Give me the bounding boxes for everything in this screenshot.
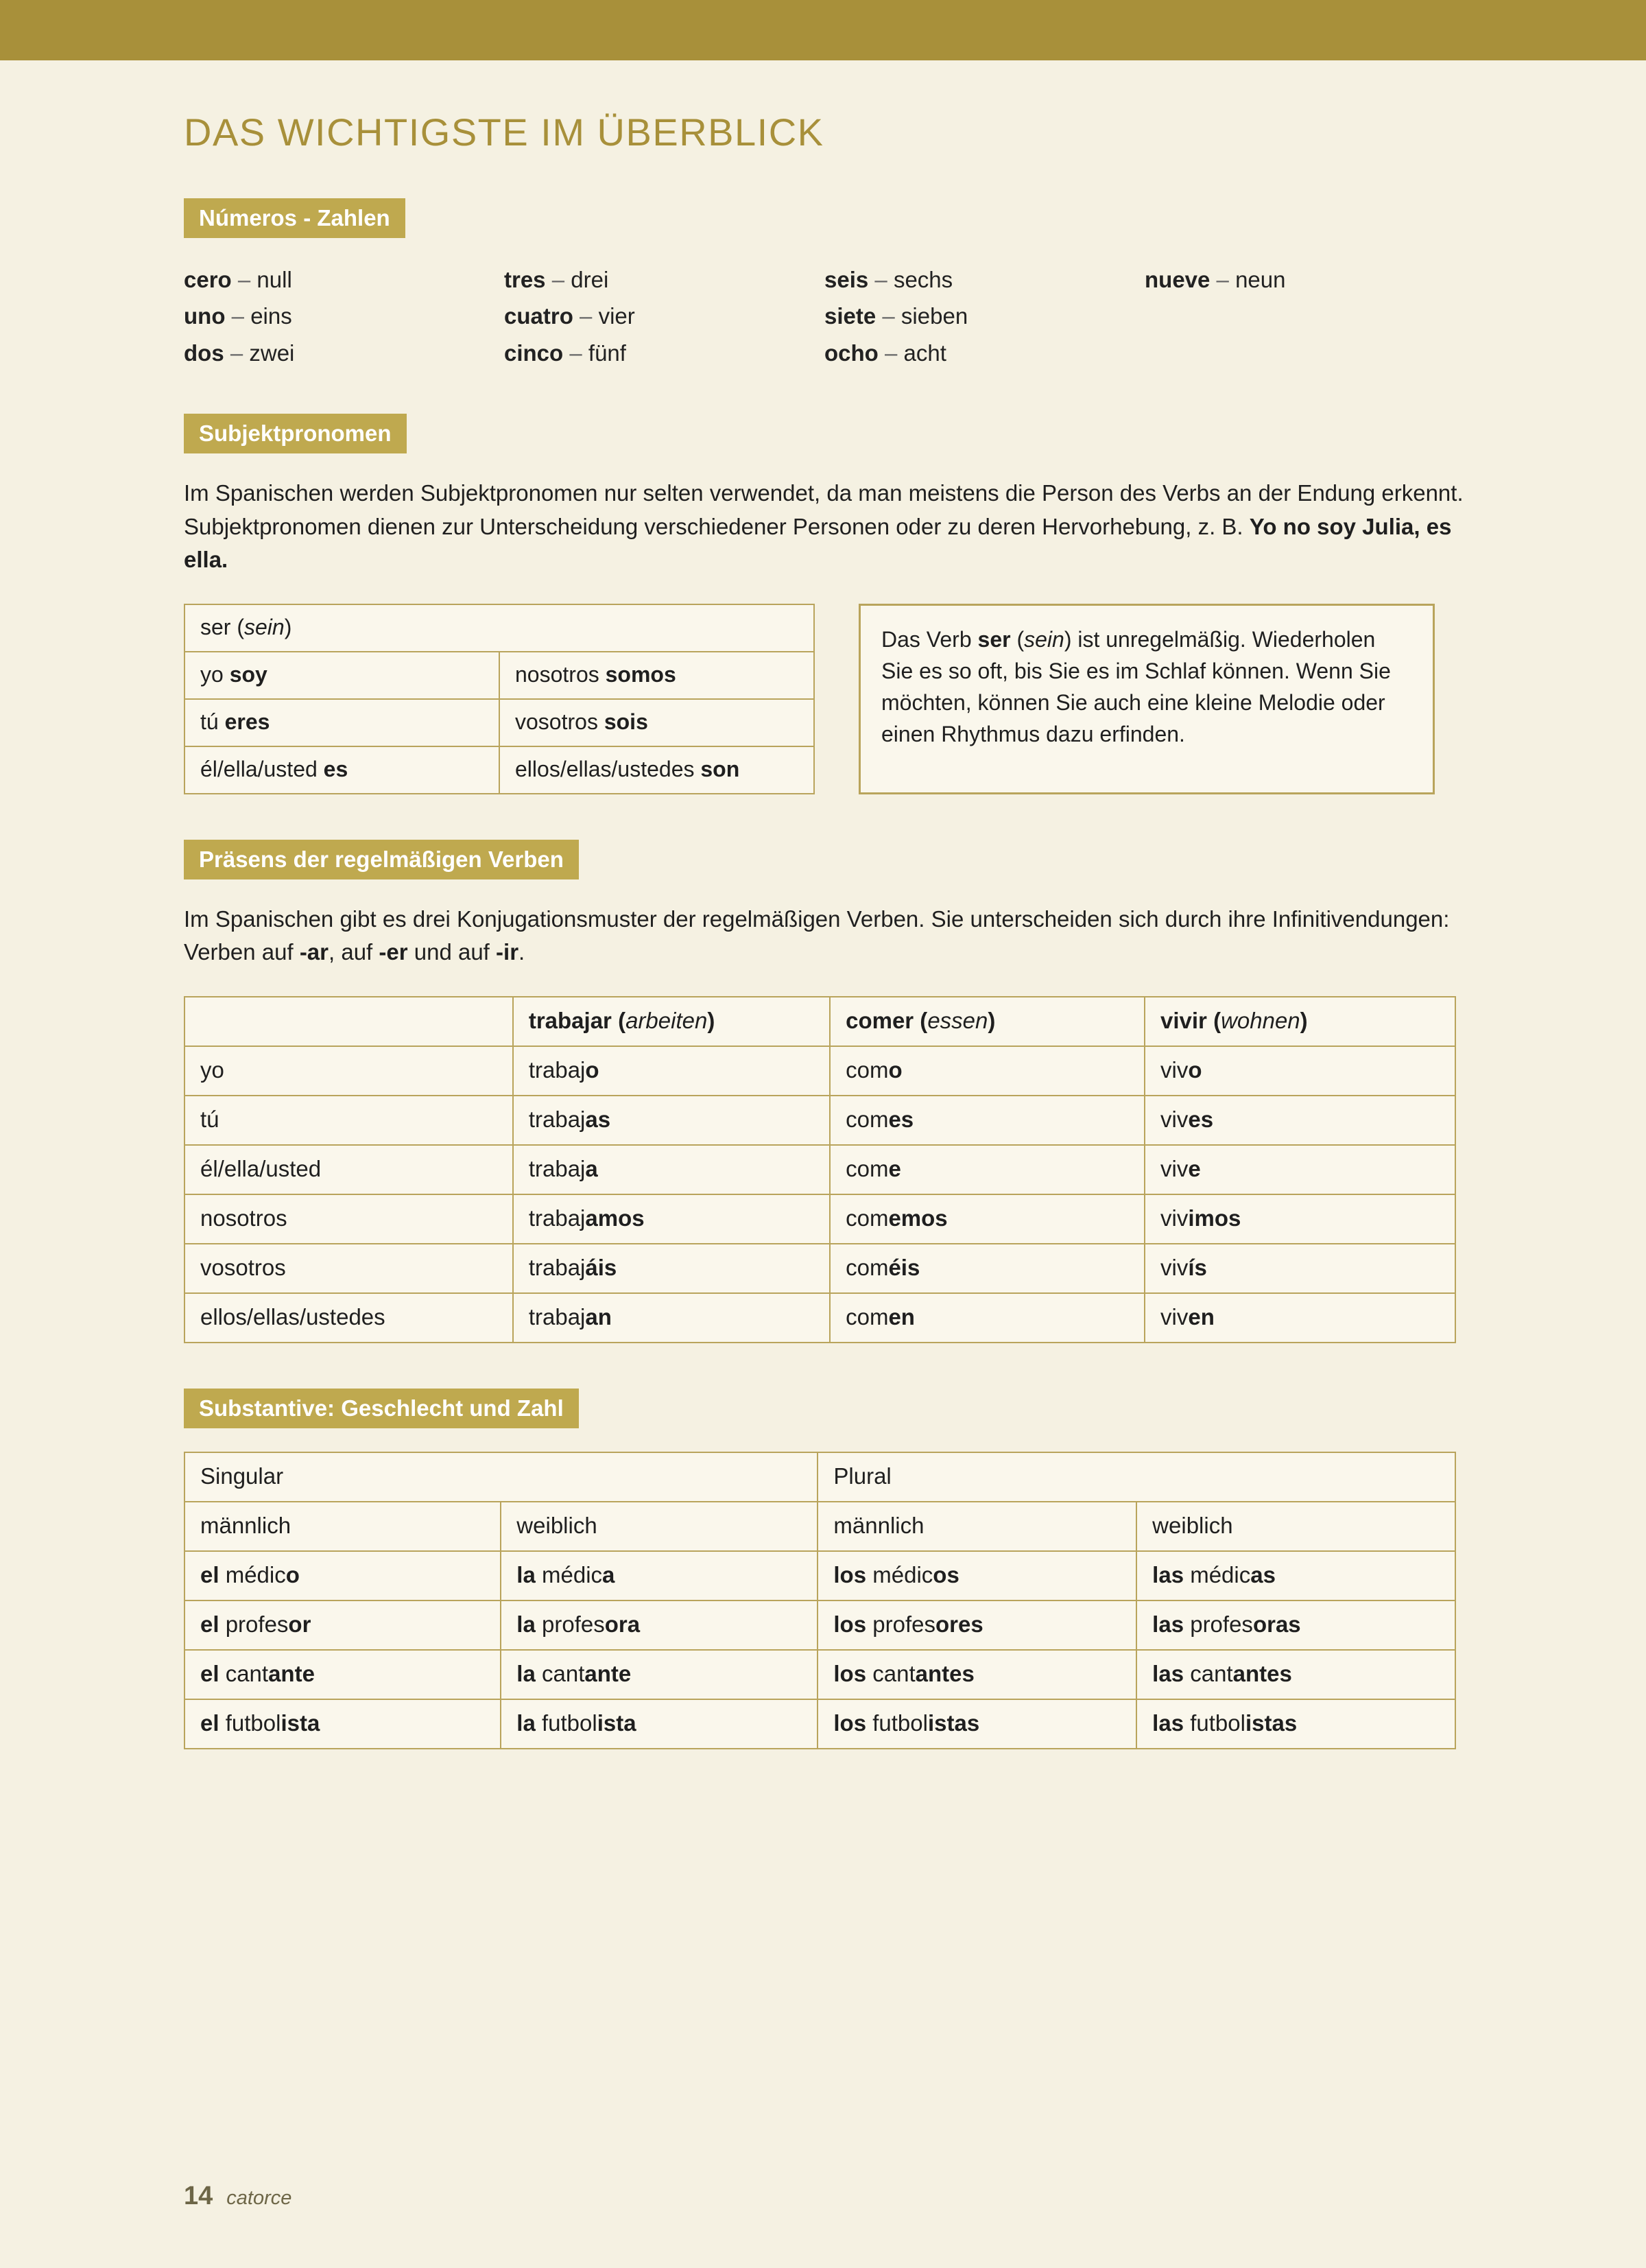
verb-ending: an bbox=[585, 1304, 612, 1330]
section-substantive bbox=[184, 1389, 1465, 1749]
verb-ending: as bbox=[585, 1107, 611, 1133]
page-number: 14 bbox=[184, 2182, 213, 2210]
noun-stem: cant bbox=[1184, 1661, 1233, 1687]
noun-article: el bbox=[200, 1611, 219, 1638]
noun-stem: cant bbox=[535, 1661, 585, 1687]
noun-stem: futbol bbox=[535, 1710, 597, 1736]
noun-ending: ista bbox=[281, 1710, 320, 1736]
verb-ending: áis bbox=[585, 1255, 617, 1281]
noun-ending: as bbox=[1250, 1562, 1276, 1588]
noun-stem: profes bbox=[535, 1611, 605, 1638]
verb-stem: viv bbox=[1160, 1304, 1189, 1330]
noun-stem: médic bbox=[866, 1562, 933, 1588]
numbers-grid bbox=[184, 261, 1465, 371]
number-es: cero bbox=[184, 267, 232, 292]
verb-form-cell bbox=[513, 1194, 830, 1244]
ser-cell bbox=[184, 746, 499, 794]
section-numeros bbox=[184, 198, 1465, 371]
number-de: drei bbox=[571, 267, 609, 292]
number-dash: – bbox=[563, 340, 588, 366]
number-de: eins bbox=[250, 303, 292, 329]
noun-stem: futbol bbox=[1184, 1710, 1245, 1736]
verb-form-cell bbox=[830, 1244, 1145, 1293]
number-es: siete bbox=[824, 303, 876, 329]
verb-ending: o bbox=[1188, 1057, 1202, 1083]
noun-ending: os bbox=[933, 1562, 959, 1588]
noun-ending: istas bbox=[1245, 1710, 1298, 1736]
page-content bbox=[184, 110, 1465, 1749]
table-row bbox=[184, 1046, 1455, 1096]
verb-stem: trabaj bbox=[528, 1107, 586, 1133]
number-dash: – bbox=[225, 303, 251, 329]
present-intro-paragraph bbox=[184, 903, 1465, 969]
verb-ending: en bbox=[1188, 1304, 1215, 1330]
page-footer bbox=[184, 2182, 291, 2211]
page-title: DAS WICHTIGSTE IM ÜBERBLICK bbox=[184, 110, 824, 154]
number-de: zwei bbox=[249, 340, 295, 366]
verb-stem: com bbox=[846, 1255, 889, 1281]
verb-form-cell bbox=[513, 1244, 830, 1293]
verb-column-header bbox=[1145, 997, 1455, 1046]
pronouns-intro-paragraph bbox=[184, 477, 1465, 576]
note-text-1: Das Verb bbox=[881, 626, 978, 652]
verb-form-cell bbox=[513, 1145, 830, 1194]
table-row bbox=[184, 652, 814, 699]
table-row bbox=[184, 1244, 1455, 1293]
noun-cell bbox=[501, 1600, 818, 1650]
verb-stem: viv bbox=[1160, 1205, 1189, 1231]
noun-article: los bbox=[833, 1611, 867, 1638]
ser-cell bbox=[184, 699, 499, 746]
table-row bbox=[184, 1194, 1455, 1244]
noun-cell bbox=[1136, 1650, 1455, 1699]
verb-stem: viv bbox=[1160, 1255, 1189, 1281]
verb-stem: trabaj bbox=[528, 1205, 586, 1231]
noun-cell bbox=[818, 1650, 1136, 1699]
noun-cell bbox=[184, 1650, 501, 1699]
noun-ending: ante bbox=[584, 1661, 632, 1687]
verb-ending: e bbox=[1188, 1156, 1201, 1182]
section-heading-subjektpronomen: Subjektpronomen bbox=[184, 414, 407, 453]
number-de: acht bbox=[903, 340, 946, 366]
verb-ending: o bbox=[585, 1057, 599, 1083]
noun-ending: oras bbox=[1252, 1611, 1301, 1638]
table-row bbox=[184, 1096, 1455, 1145]
ser-infinitive: ser ( bbox=[200, 614, 244, 639]
noun-cell bbox=[501, 1551, 818, 1600]
noun-article: las bbox=[1152, 1710, 1184, 1736]
noun-ending: or bbox=[288, 1611, 311, 1638]
ser-paren-close: ) bbox=[284, 614, 292, 639]
noun-stem: profes bbox=[1184, 1611, 1253, 1638]
number-dash: – bbox=[878, 340, 904, 366]
table-row bbox=[184, 604, 814, 652]
noun-article: las bbox=[1152, 1661, 1184, 1687]
noun-article: la bbox=[516, 1710, 536, 1736]
table-row bbox=[184, 1293, 1455, 1343]
ser-translation: sein bbox=[244, 614, 285, 639]
number-de: fünf bbox=[588, 340, 626, 366]
verb-stem: com bbox=[846, 1107, 889, 1133]
verb-ending: e bbox=[888, 1156, 901, 1182]
noun-article: las bbox=[1152, 1611, 1184, 1638]
verb-stem: com bbox=[846, 1156, 889, 1182]
number-es: cuatro bbox=[504, 303, 573, 329]
noun-ending: ora bbox=[604, 1611, 641, 1638]
verb-form-cell bbox=[830, 1293, 1145, 1343]
noun-ending: antes bbox=[1232, 1661, 1292, 1687]
verb-table-corner-cell bbox=[184, 997, 513, 1046]
noun-ending: istas bbox=[927, 1710, 980, 1736]
noun-ending: a bbox=[602, 1562, 615, 1588]
verb-form-cell bbox=[1145, 1244, 1455, 1293]
noun-article: los bbox=[833, 1710, 867, 1736]
nouns-group-header-plural: Plural bbox=[818, 1452, 1455, 1502]
number-es: cinco bbox=[504, 340, 564, 366]
noun-cell bbox=[184, 1600, 501, 1650]
noun-cell bbox=[818, 1600, 1136, 1650]
ser-form: es bbox=[323, 756, 348, 781]
verb-stem: com bbox=[846, 1205, 889, 1231]
noun-stem: médic bbox=[535, 1562, 603, 1588]
present-intro-text-1: Im Spanischen gibt es drei Konjugationsmuster der regelmäßigen Verben. Sie unterscheiden sich durch ihre Infinitivendungen: Verben auf bbox=[184, 906, 1450, 965]
verb-form-cell bbox=[830, 1096, 1145, 1145]
verb-form-cell bbox=[1145, 1096, 1455, 1145]
verb-translation: arbeiten bbox=[625, 1008, 708, 1034]
number-entry bbox=[824, 261, 1145, 298]
nouns-subheader: weiblich bbox=[501, 1502, 818, 1551]
noun-article: el bbox=[200, 1562, 219, 1588]
number-entry bbox=[184, 298, 504, 334]
verb-ending: éis bbox=[888, 1255, 920, 1281]
table-row bbox=[184, 746, 814, 794]
number-es: seis bbox=[824, 267, 869, 292]
noun-cell bbox=[1136, 1699, 1455, 1749]
number-entry bbox=[504, 335, 824, 371]
noun-stem: futbol bbox=[866, 1710, 928, 1736]
page-number-word: catorce bbox=[226, 2187, 292, 2209]
noun-article: la bbox=[516, 1562, 536, 1588]
verb-infinitive: trabajar ( bbox=[528, 1008, 626, 1034]
verb-ending: emos bbox=[888, 1205, 948, 1231]
number-dash: – bbox=[1210, 267, 1236, 292]
table-row bbox=[184, 1502, 1455, 1551]
note-text-2: ( bbox=[1010, 626, 1025, 652]
ser-row bbox=[184, 604, 1465, 794]
noun-article: la bbox=[516, 1661, 536, 1687]
section-heading-substantive: Substantive: Geschlecht und Zahl bbox=[184, 1389, 579, 1428]
number-de: null bbox=[257, 267, 292, 292]
number-de: vier bbox=[598, 303, 635, 329]
noun-stem: futbol bbox=[219, 1710, 281, 1736]
noun-ending: ores bbox=[935, 1611, 983, 1638]
verb-paren: ) bbox=[1300, 1008, 1308, 1034]
verb-pronoun-cell: ellos/ellas/ustedes bbox=[184, 1293, 513, 1343]
number-de: neun bbox=[1235, 267, 1286, 292]
table-row bbox=[184, 1650, 1455, 1699]
noun-ending: o bbox=[285, 1562, 300, 1588]
noun-article: la bbox=[516, 1611, 536, 1638]
noun-stem: profes bbox=[219, 1611, 289, 1638]
table-row bbox=[184, 997, 1455, 1046]
note-verb: ser bbox=[977, 626, 1011, 652]
ser-form: somos bbox=[605, 661, 676, 687]
table-row bbox=[184, 699, 814, 746]
numbers-column bbox=[1145, 261, 1465, 371]
verb-infinitive: vivir ( bbox=[1160, 1008, 1221, 1034]
ser-table-header-cell bbox=[184, 604, 814, 652]
verb-form-cell bbox=[1145, 1194, 1455, 1244]
verb-ending: en bbox=[888, 1304, 915, 1330]
ser-cell bbox=[499, 746, 814, 794]
ser-pronoun: tú bbox=[200, 709, 225, 734]
table-row bbox=[184, 1452, 1455, 1502]
noun-ending: ante bbox=[268, 1661, 315, 1687]
verb-ending: o bbox=[888, 1057, 903, 1083]
noun-article: los bbox=[833, 1661, 867, 1687]
verb-infinitive: comer ( bbox=[846, 1008, 928, 1034]
number-entry bbox=[504, 261, 824, 298]
number-dash: – bbox=[876, 303, 901, 329]
verb-stem: trabaj bbox=[528, 1156, 586, 1182]
nouns-subheader: männlich bbox=[818, 1502, 1136, 1551]
verb-stem: viv bbox=[1160, 1156, 1189, 1182]
noun-cell bbox=[501, 1699, 818, 1749]
nouns-subheader: männlich bbox=[184, 1502, 501, 1551]
verb-translation: essen bbox=[927, 1008, 988, 1034]
number-entry bbox=[184, 261, 504, 298]
verb-ending: es bbox=[1188, 1107, 1214, 1133]
pronouns-intro-example: Yo no soy Julia, es ella. bbox=[184, 513, 1452, 572]
noun-article: el bbox=[200, 1710, 219, 1736]
verb-stem: viv bbox=[1160, 1107, 1189, 1133]
numbers-column bbox=[824, 261, 1145, 371]
table-row bbox=[184, 1699, 1455, 1749]
verb-paren: ) bbox=[988, 1008, 996, 1034]
number-es: dos bbox=[184, 340, 224, 366]
noun-stem: profes bbox=[866, 1611, 935, 1638]
verb-stem: viv bbox=[1160, 1057, 1189, 1083]
noun-article: los bbox=[833, 1562, 867, 1588]
noun-article: el bbox=[200, 1661, 219, 1687]
verb-paren: ) bbox=[707, 1008, 715, 1034]
number-de: sieben bbox=[900, 303, 968, 329]
ser-pronoun: él/ella/usted bbox=[200, 756, 324, 781]
section-subjektpronomen bbox=[184, 414, 1465, 794]
verb-pronoun-cell: él/ella/usted bbox=[184, 1145, 513, 1194]
table-row bbox=[184, 1145, 1455, 1194]
ser-cell bbox=[499, 652, 814, 699]
verb-form-cell bbox=[513, 1293, 830, 1343]
number-entry bbox=[184, 335, 504, 371]
noun-cell bbox=[1136, 1551, 1455, 1600]
noun-cell bbox=[818, 1699, 1136, 1749]
ser-pronoun: vosotros bbox=[515, 709, 604, 734]
number-es: tres bbox=[504, 267, 546, 292]
section-praesens bbox=[184, 840, 1465, 1343]
ser-cell bbox=[184, 652, 499, 699]
noun-cell bbox=[1136, 1600, 1455, 1650]
noun-cell bbox=[184, 1551, 501, 1600]
verb-translation: wohnen bbox=[1221, 1008, 1300, 1034]
note-text-3: ) ist unregelmäßig. Wiederholen Sie es so oft, bis Sie es im Schlaf können. Wenn Sie möchten, können Sie auch eine kleine Melodie oder einen Rhythmus dazu erfinden. bbox=[881, 626, 1391, 747]
verb-form-cell bbox=[1145, 1145, 1455, 1194]
number-es: ocho bbox=[824, 340, 879, 366]
number-dash: – bbox=[231, 267, 257, 292]
ser-pronoun: yo bbox=[200, 661, 230, 687]
present-intro-text-4: . bbox=[518, 939, 525, 965]
verb-stem: com bbox=[846, 1304, 889, 1330]
numbers-column bbox=[504, 261, 824, 371]
present-tense-table bbox=[184, 996, 1456, 1343]
ending-ar: -ar bbox=[299, 939, 329, 965]
verb-form-cell bbox=[830, 1194, 1145, 1244]
nouns-table bbox=[184, 1452, 1456, 1749]
verb-pronoun-cell: tú bbox=[184, 1096, 513, 1145]
present-intro-text-2: , auf bbox=[329, 939, 379, 965]
verb-ending: amos bbox=[585, 1205, 645, 1231]
verb-pronoun-cell: vosotros bbox=[184, 1244, 513, 1293]
noun-cell bbox=[818, 1551, 1136, 1600]
ser-cell bbox=[499, 699, 814, 746]
noun-ending: antes bbox=[915, 1661, 975, 1687]
section-heading-numeros: Números - Zahlen bbox=[184, 198, 405, 238]
number-es: uno bbox=[184, 303, 226, 329]
nouns-subheader: weiblich bbox=[1136, 1502, 1455, 1551]
noun-cell bbox=[501, 1650, 818, 1699]
noun-cell bbox=[184, 1699, 501, 1749]
ser-form: eres bbox=[224, 709, 270, 734]
number-de: sechs bbox=[893, 267, 953, 292]
noun-stem: médic bbox=[219, 1562, 286, 1588]
ending-er: -er bbox=[379, 939, 408, 965]
ser-form: soy bbox=[229, 661, 267, 687]
verb-form-cell bbox=[830, 1145, 1145, 1194]
top-decorative-bar bbox=[0, 0, 1646, 60]
number-dash: – bbox=[224, 340, 250, 366]
verb-stem: trabaj bbox=[528, 1057, 586, 1083]
number-entry bbox=[504, 298, 824, 334]
nouns-group-header-singular: Singular bbox=[184, 1452, 818, 1502]
noun-stem: médic bbox=[1184, 1562, 1251, 1588]
verb-ending: a bbox=[585, 1156, 598, 1182]
number-entry bbox=[824, 335, 1145, 371]
number-es: nueve bbox=[1145, 267, 1210, 292]
ser-form: sois bbox=[604, 709, 648, 734]
verb-ending: imos bbox=[1188, 1205, 1241, 1231]
noun-stem: cant bbox=[219, 1661, 269, 1687]
noun-ending: ista bbox=[597, 1710, 636, 1736]
number-dash: – bbox=[545, 267, 571, 292]
verb-form-cell bbox=[1145, 1046, 1455, 1096]
numbers-column bbox=[184, 261, 504, 371]
section-heading-praesens: Präsens der regelmäßigen Verben bbox=[184, 840, 579, 879]
tip-note-box bbox=[859, 604, 1435, 794]
table-row bbox=[184, 1551, 1455, 1600]
number-dash: – bbox=[868, 267, 894, 292]
number-entry bbox=[1145, 261, 1465, 298]
table-row bbox=[184, 1600, 1455, 1650]
present-intro-text-3: und auf bbox=[407, 939, 497, 965]
number-dash: – bbox=[573, 303, 599, 329]
verb-ending: es bbox=[888, 1107, 914, 1133]
verb-form-cell bbox=[830, 1046, 1145, 1096]
verb-stem: trabaj bbox=[528, 1304, 586, 1330]
noun-article: las bbox=[1152, 1562, 1184, 1588]
verb-ending: ís bbox=[1188, 1255, 1207, 1281]
verb-pronoun-cell: nosotros bbox=[184, 1194, 513, 1244]
verb-form-cell bbox=[1145, 1293, 1455, 1343]
verb-pronoun-cell: yo bbox=[184, 1046, 513, 1096]
verb-stem: trabaj bbox=[528, 1255, 586, 1281]
ser-pronoun: ellos/ellas/ustedes bbox=[515, 756, 701, 781]
verb-stem: com bbox=[846, 1057, 889, 1083]
ser-pronoun: nosotros bbox=[515, 661, 606, 687]
number-entry bbox=[824, 298, 1145, 334]
verb-form-cell bbox=[513, 1046, 830, 1096]
verb-column-header bbox=[830, 997, 1145, 1046]
noun-stem: cant bbox=[866, 1661, 916, 1687]
verb-form-cell bbox=[513, 1096, 830, 1145]
note-translation: sein bbox=[1024, 626, 1064, 652]
verb-column-header bbox=[513, 997, 830, 1046]
ser-conjugation-table bbox=[184, 604, 815, 794]
ser-form: son bbox=[700, 756, 740, 781]
pronouns-intro-text: Im Spanischen werden Subjektpronomen nur selten verwendet, da man meistens die Person des Verbs an der Endung erkennt. Subjektpronomen dienen zur Unterscheidung verschiedener Personen oder zu deren Hervorhebung, z. B. bbox=[184, 480, 1464, 539]
ending-ir: -ir bbox=[496, 939, 519, 965]
